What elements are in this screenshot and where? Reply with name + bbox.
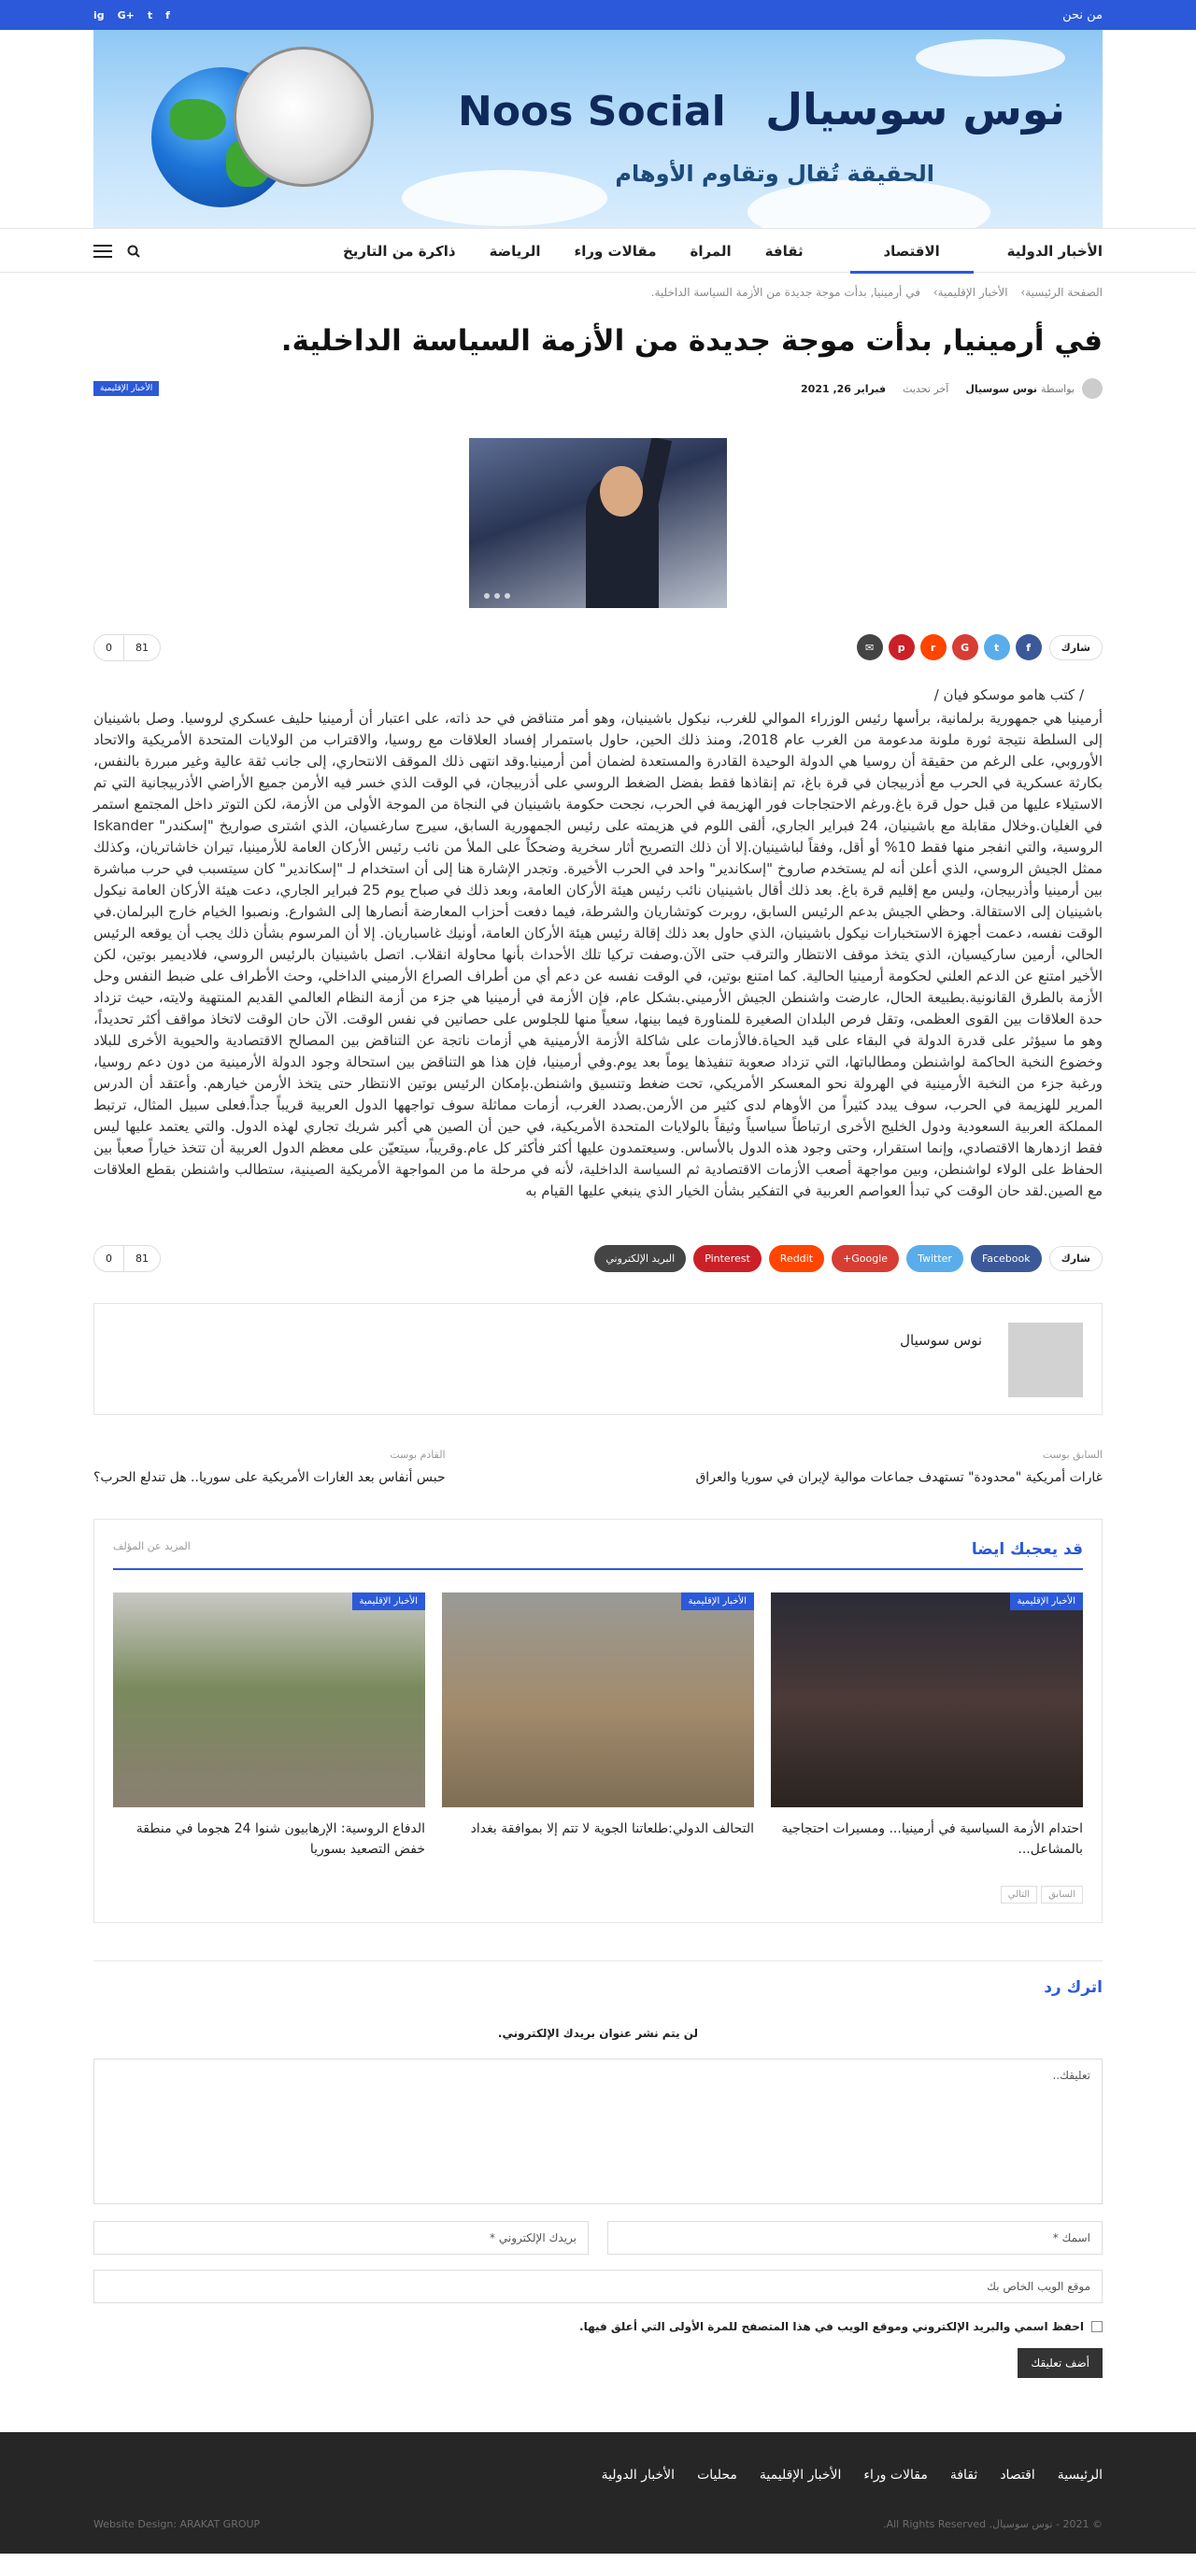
nav-item-history[interactable]: ذاكرة من التاريخ	[342, 243, 456, 260]
footer-link-opinion[interactable]: مقالات وراء	[863, 2468, 928, 2484]
related-posts	[93, 1519, 1103, 1923]
view-count: 81	[123, 635, 160, 660]
related-card[interactable]	[442, 1592, 754, 1860]
nav-item-sports[interactable]: الرياضة	[489, 243, 541, 260]
post-navigation	[93, 1449, 1103, 1485]
article-body	[93, 685, 1103, 1202]
email-share-button[interactable]: البريد الإلكتروني	[594, 1245, 686, 1272]
related-card[interactable]	[771, 1592, 1083, 1860]
related-card-image	[771, 1592, 1083, 1807]
consent-label: احفظ اسمي والبريد الإلكتروني وموقع الويب في هذا المتصفح للمرة الأولى التي أعلق فيها.	[579, 2320, 1084, 2334]
footer-link-local[interactable]: محليات	[697, 2468, 737, 2484]
related-card-tag: الأخبار الإقليمية	[681, 1592, 755, 1610]
footer-links	[93, 2432, 1103, 2483]
pager-prev-button[interactable]: السابق	[1041, 1886, 1083, 1904]
author-photo[interactable]	[1008, 1323, 1083, 1397]
site-footer	[0, 2432, 1196, 2554]
reddit-share-icon[interactable]: r	[920, 634, 947, 660]
nav-item-international[interactable]: الأخبار الدولية	[1006, 243, 1103, 260]
facebook-share-icon[interactable]: f	[1016, 634, 1042, 660]
by-label: بواسطة	[1041, 382, 1075, 395]
post-stats	[93, 634, 161, 661]
related-card-image	[113, 1592, 425, 1807]
site-slogan: الحقيقة تُقال وتقاوم الأوهام	[615, 161, 934, 187]
footer-link-international[interactable]: الأخبار الدولية	[601, 2468, 676, 2484]
breadcrumb-home[interactable]: الصفحة الرئيسية	[1025, 286, 1103, 299]
footer-link-home[interactable]: الرئيسية	[1057, 2468, 1103, 2484]
next-post-title: حبس أنفاس بعد الغارات الأمريكية على سوريا.. هل تندلع الحرب؟	[93, 1470, 446, 1486]
menu-icon[interactable]	[93, 245, 112, 258]
footer-link-culture[interactable]: ثقافة	[949, 2468, 978, 2484]
copyright: © 2021 - نوس سوسيال. All Rights Reserved.	[883, 2518, 1103, 2531]
nav-item-culture[interactable]: ثقافة	[764, 243, 804, 260]
reply-title: اترك رد	[1044, 1978, 1103, 1998]
related-card-title: التحالف الدولي:طلعاتنا الجوية لا تتم إلا بموافقة بغداد	[470, 1821, 754, 1837]
author-box	[93, 1303, 1103, 1415]
related-card-tag: الأخبار الإقليمية	[1010, 1592, 1084, 1610]
nav-item-opinion[interactable]: مقالات وراء	[574, 243, 657, 260]
related-card[interactable]	[113, 1592, 425, 1860]
prev-post-title: غارات أمريكية "محدودة" تستهدف جماعات موالية لإيران في سوريا والعراق	[695, 1470, 1103, 1486]
site-banner[interactable]	[93, 30, 1103, 228]
comment-form	[93, 1960, 1103, 2378]
footer-link-regional[interactable]: الأخبار الإقليمية	[759, 2468, 842, 2484]
pinterest-share-icon[interactable]: p	[889, 634, 915, 660]
view-count-bottom: 81	[123, 1246, 160, 1271]
site-title-en: Noos Social	[458, 88, 726, 135]
consent-checkbox[interactable]	[1091, 2321, 1103, 2332]
related-title: قد يعجبك ايضا	[971, 1540, 1083, 1560]
related-card-title: احتدام الأزمة السياسية في أرمينيا... ومسيرات احتجاجية بالمشاعل...	[781, 1821, 1083, 1858]
submit-comment-button[interactable]: أضف تعليقك	[1018, 2348, 1103, 2378]
google-share-icon[interactable]: G	[952, 634, 978, 660]
comment-textarea[interactable]: تعليقك..	[93, 2059, 1103, 2204]
share-label: شارك	[1049, 635, 1103, 660]
more-by-author-link[interactable]: المزيد عن المؤلف	[113, 1540, 191, 1553]
featured-image[interactable]	[469, 438, 727, 608]
facebook-icon[interactable]: f	[165, 8, 170, 21]
search-icon[interactable]	[127, 245, 140, 258]
twitter-icon[interactable]: t	[147, 8, 153, 21]
related-card-image	[442, 1592, 754, 1807]
twitter-share-icon[interactable]: t	[984, 634, 1010, 660]
updated-date: فبراير 26, 2021	[801, 382, 887, 395]
social-links	[93, 9, 170, 21]
email-privacy-note: لن يتم نشر عنوان بريدك الإلكتروني.	[497, 2027, 699, 2041]
google-share-button[interactable]: Google+	[832, 1245, 899, 1272]
article-byline: / كتب هامو موسكو فيان /	[933, 686, 1084, 704]
prev-post-label: السابق بوست	[1042, 1449, 1103, 1462]
author-box-name[interactable]: نوس سوسيال	[900, 1332, 982, 1350]
category-badge[interactable]: الأخبار الإقليمية	[93, 381, 159, 396]
pinterest-share-button[interactable]: Pinterest	[693, 1245, 762, 1272]
footer-link-economy[interactable]: اقتصاد	[1000, 2468, 1035, 2484]
breadcrumb-category[interactable]: الأخبار الإقليمية	[937, 286, 1008, 299]
name-input[interactable]: اسمك *	[607, 2221, 1103, 2255]
about-link[interactable]: من نحن	[1062, 7, 1103, 22]
website-input[interactable]: موقع الويب الخاص بك	[93, 2270, 1103, 2303]
post-title: في أرمينيا, بدأت موجة جديدة من الأزمة السياسة الداخلية.	[280, 324, 1103, 358]
breadcrumb-current: في أرمينيا, بدأت موجة جديدة من الأزمة السياسة الداخلية.	[650, 286, 920, 299]
related-pager	[113, 1886, 1083, 1904]
share-label-bottom: شارك	[1049, 1246, 1103, 1271]
next-post-label: القادم بوست	[390, 1449, 446, 1462]
article-text: أرمينيا هي جمهورية برلمانية، برأسها رئيس الوزراء الموالي للغرب، نيكول باشينيان، وهو أمر متناقض في حد ذاته، على اعتبار أن أرمينيا حليف عسكري لروسيا. وصل باشينيان إلى السلطة نتيجة ثورة ملونة مدعومة من الغرب عام 2018، ومنذ ذلك الحين، حاول باستمرار إفساد العلاقات مع روسيا، والاقتراب من الولايات المتحدة الأمريكية والاتحاد الأوروبي، على الرغم من حقيقة أن روسيا هي الدولة الوحيدة القادرة والمستعدة لضمان أمن أرمينيا.وقد انتهى ذلك الموقف الانتحاري، إلى جانب ثقة عالية وغير مبررة بالنفس، بكارثة عسكرية في الحرب مع أذربيجان في قرة باغ، تم إنقاذها فقط بفضل الضغط الروسي على أذربيجان، في الوقت الذي خسر فيه الأرمن جميع الأراضي الأذربيجانية التي تم الاستيلاء عليها من قبل حول قرة باغ.ورغم الاحتجاجات فور الهزيمة في الحرب، نجحت حكومة باشينيان في النجاة من الموجة الأولى من الأزمة، لكن التوتر داخل المجتمع استمر في الغليان.وخلال مقابلة مع باشينيان، 24 فبراير الجاري، ألقى اللوم في هزيمته على رئيس الجمهورية السابق، سيرج سارغسيان، الذي اشترى صواريخ "إسكندر" Iskander الروسية، والتي انفجر منها فقط 10% أو أقل، وفقاً لباشينيان.إلا أن ذلك التصريح أثار سخرية وضحكاً على الملأ من نائب رئيس الأركان العامة للأرمينيا، تيران خاشاتريان، وكذلك ممثل الجيش الروسي، الذي أعلن أنه لم يستخدم صاروخ "إسكاندير" واحد في الحرب الأخيرة. وتجدر الإشارة هنا إلى أن استخدام لـ "إسكاندير" كان سيتسبب في حرب مباشرة بين أرمينيا وأذربيجان، وليس مع إقليم قرة باغ. بعد ذلك أقال باشينيان نائب رئيس هيئة الأركان العامة، وبعد ذلك في صباح يوم 25 فبراير الجاري، دعت هيئة الأركان العامة نيكول باشينيان إلى الاستقالة. وحظي الجيش بدعم الرئيس السابق، روبرت كوتشاريان والشرطة، فيما دفعت أحزاب المعارضة أنصارها إلى الشوارع. ونصبوا الخيام خارج البرلمان.في الوقت نفسه، دعمت أجهزة الاستخبارات نيكول باشينيان، الذي حاول بعد ذلك إقالة رئيس هيئة الأركان العامة، أونيك غاسباريان. إلا أن المرسوم بشأن ذلك يجب أن يوقعه الرئيس الحالي، أرمين ساركيسيان، الذي يتخذ موقف الانتظار والترقب حتى الآن.وصفت تركيا تلك الأحداث بأنها محاولة انقلاب. اتصل باشينيان بالرئيس الروسي، فلاديمير بوتين، لكن الأخير امتنع عن الدعم العلني لحكومة أرمينيا الحالية. كما امتنع بوتين، في الوقت نفسه عن دعم أي من أطراف الصراع الأرميني الداخلي، وحث الأطراف على ضبط النفس وحل الأزمة بالطرق القانونية.بطبيعة الحال، عارضت واشنطن الجيش الأرميني.بشكل عام، فإن الأزمة في أرمينيا هي جزء من أزمة النظام العالمي القديم المنتهية ولايته، حيث تزداد حدة العلاقات بين القوى العظمى، وتقل فرص البلدان الصغيرة للمناورة فيما بينها، سعياً منها للجلوس على حصانين في نفس الوقت. الآن حان الوقت لاتخاذ مواقف أكثر تحديداً، وهو ما سيؤثر على قدرة الدولة في البقاء على قيد الحياة.فالأزمات على شاكلة الأزمة الأرمينية هي أزمات ناتجة عن التناقض بين المصالح الاقتصادية والحيوية الأخرى للبلاد وخضوع النخبة الحاكمة لواشنطن ومطالباتها، التي تزداد صعوبة تنفيذها يوماً بعد يوم.وفي أرمينيا، فإن هذا هو التناقض بين استحالة وجود الدولة الأرمينية من دون دعم روسيا، ورغبة جزء من النخبة الأرمينية في الهرولة نحو المعسكر الأمريكي، تحت ضغط وتنسيق واشنطن.بإمكان الرئيس بوتين الانتظار حتى يتخذ الأرمن خيارهم. وأعتقد أن الدرس المرير للهزيمة في الحرب، سوف يبدد كثيراً من الأوهام لدى كثير من الأرمن.بصدد الغرب، أزمات مماثلة سوف تواجهها الدول العربية قريباً جداً.فعلى سبيل المثال، ترتبط المملكة العربية السعودية ودول الخليج الأخرى ارتباطاً سياسياً وثيقاً بالولايات المتحدة الأمريكية، في حين أن الصين هي أكبر شريك تجاري لهذه الدول. والتي يعتمد عليها ليس فقط ازدهارها الاقتصادي، وإنما استقرار، وحتى وجود هذه الدول بالأساس. وسيعتمدون عليها أكثر فأكثر كل عام.وقريباً، سيتعيّن على معظم الدول العربية أن تتخذ خياراً صعباً بين الحفاظ على الولاء لواشنطن، وبين مواجهة أصعب الأزمات الاقتصادية ثم السياسة الداخلية، لأنه في مرحلة ما من المواجهة الأمريكية الصينية، ستطالب واشنطن بقطع العلاقات مع الصين.لقد حان الوقت كي تبدأ العواصم العربية في التفكير بشأن الخيار الذي ينبغي عليها القيام به	[93, 710, 1103, 1200]
consent-row	[93, 2320, 1103, 2333]
pager-next-button[interactable]: التالي	[1001, 1886, 1037, 1904]
site-title-ar: نوس سوسيال	[765, 84, 1065, 134]
comment-count-bottom[interactable]: 0	[106, 1252, 112, 1265]
nav-item-economy[interactable]: الاقتصاد	[850, 229, 974, 274]
design-credit: Website Design: ARAKAT GROUP	[93, 2518, 261, 2531]
share-bar-top	[93, 632, 1103, 662]
updated-label: آخر تحديث	[903, 382, 949, 395]
email-share-icon[interactable]: ✉	[857, 634, 883, 660]
email-input[interactable]: بريدك الإلكتروني *	[93, 2221, 589, 2255]
share-bar-bottom	[93, 1243, 1103, 1273]
comment-count[interactable]: 0	[106, 641, 112, 654]
facebook-share-button[interactable]: Facebook	[971, 1245, 1042, 1272]
twitter-share-button[interactable]: Twitter	[906, 1245, 963, 1272]
main-nav	[0, 228, 1196, 273]
related-card-title: الدفاع الروسية: الإرهابيون شنوا 24 هجوما في منطقة خفض التصعيد بسوريا	[135, 1821, 425, 1858]
post-stats-bottom	[93, 1245, 161, 1272]
related-card-tag: الأخبار الإقليمية	[352, 1592, 426, 1610]
gallery-dots[interactable]	[484, 593, 510, 599]
reddit-share-button[interactable]: Reddit	[769, 1245, 824, 1272]
nav-item-woman[interactable]: المراة	[690, 243, 732, 260]
author-avatar[interactable]	[1082, 378, 1103, 399]
top-bar	[0, 0, 1196, 30]
author-link[interactable]: نوس سوسيال	[965, 382, 1038, 395]
post-meta	[93, 378, 1103, 399]
instagram-icon[interactable]: ig	[93, 8, 105, 21]
next-post-link[interactable]	[93, 1449, 446, 1485]
google-plus-icon[interactable]: G+	[117, 8, 135, 21]
breadcrumb: الصفحة الرئيسية› الأخبار الإقليمية› في أرمينيا, بدأت موجة جديدة من الأزمة السياسة الداخلية.	[650, 286, 1103, 299]
prev-post-link[interactable]	[695, 1449, 1103, 1485]
